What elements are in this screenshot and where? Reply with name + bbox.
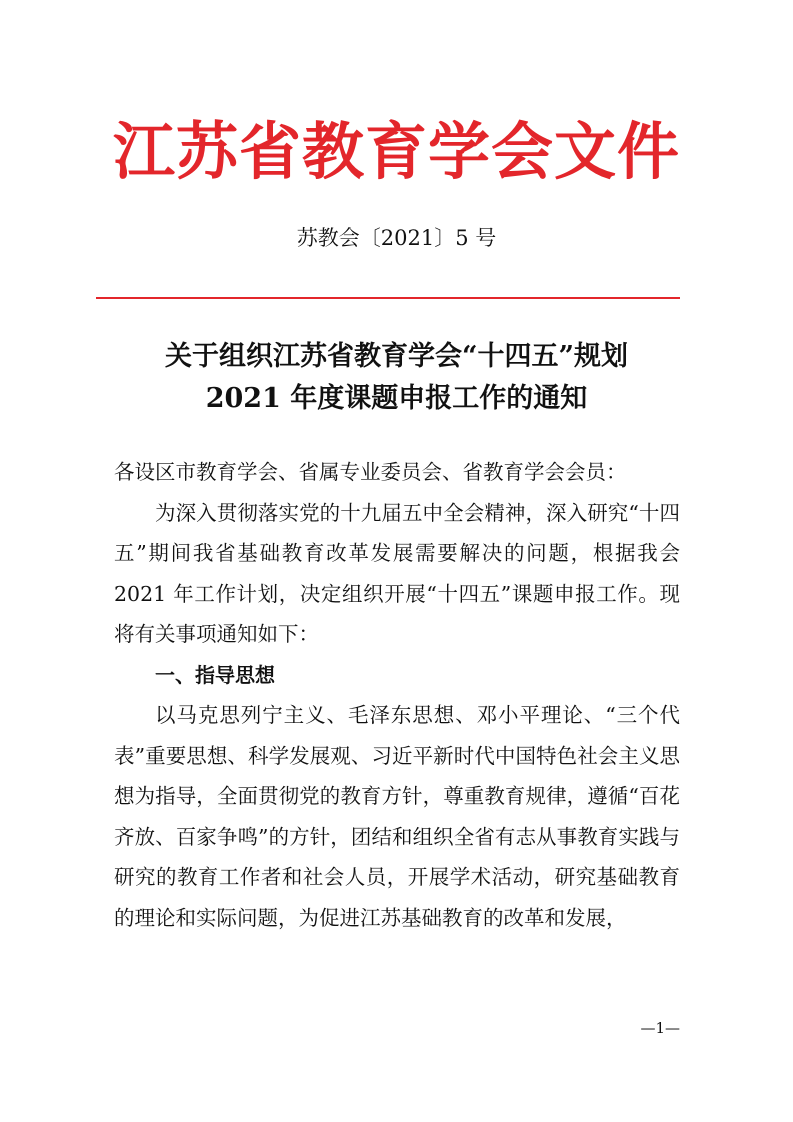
intro-paragraph: 为深入贯彻落实党的十九届五中全会精神，深入研究“十四五”期间我省基础教育改革发展需要解决的问题，根据我会 2021 年工作计划，决定组织开展“十四五”课题申报工作。现将有关事项通知如下： — [114, 500, 680, 646]
notice-title — [0, 336, 793, 420]
document-header-title: 江苏省教育学会文件 — [112, 115, 680, 188]
notice-title-line-1: 关于组织江苏省教育学会“十四五”规划 — [164, 341, 629, 372]
section-heading-guiding-ideology: 一、指导思想 — [155, 662, 275, 687]
section-paragraph-guiding-ideology: 以马克思列宁主义、毛泽东思想、邓小平理论、“三个代表”重要思想、科学发展观、习近平新时代中国特色社会主义思想为指导，全面贯彻党的教育方针，尊重教育规律，遵循“百花齐放、百家争鸣”的方针，团结和组织全省有志从事教育实践与研究的教育工作者和社会人员，开展学术活动，研究基础教育的理论和实际问题，为促进江苏基础教育的改革和发展， — [114, 703, 680, 930]
notice-title-line-2: 2021 年度课题申报工作的通知 — [205, 383, 588, 414]
red-divider-line — [96, 297, 680, 299]
salutation: 各设区市教育学会、省属专业委员会、省教育学会会员： — [114, 460, 627, 484]
document-body — [114, 452, 680, 938]
document-number: 苏教会〔2021〕5 号 — [296, 226, 497, 250]
page-number: —1— — [640, 1019, 680, 1037]
